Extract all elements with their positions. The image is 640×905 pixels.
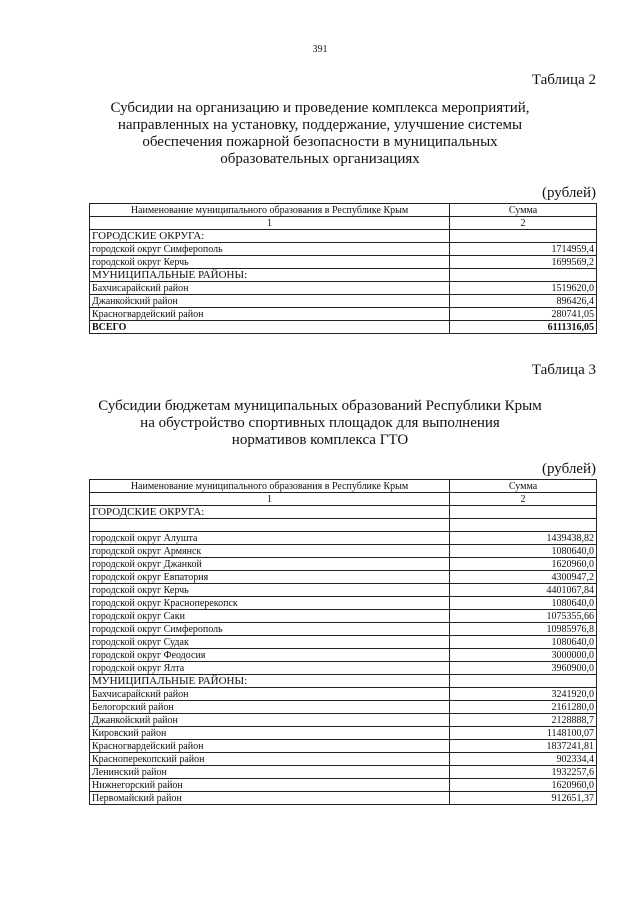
table-header-row — [90, 480, 597, 493]
row-name: городской округ Алушта — [90, 532, 450, 545]
section-row — [90, 506, 597, 519]
table-row — [90, 623, 597, 636]
row-value: 3000000,0 — [450, 649, 597, 662]
column-number: 1 — [90, 493, 450, 506]
column-header-sum: Сумма — [450, 480, 597, 493]
row-name: ВСЕГО — [90, 321, 450, 334]
table-row — [90, 649, 597, 662]
row-name: Кировский район — [90, 727, 450, 740]
row-value — [450, 675, 597, 688]
table2-units: (рублей) — [541, 185, 596, 201]
row-name: городской округ Красноперекопск — [90, 597, 450, 610]
row-name: Первомайский район — [90, 792, 450, 805]
table-row — [90, 584, 597, 597]
table-row — [90, 597, 597, 610]
table-row — [90, 295, 597, 308]
row-name: Красногвардейский район — [90, 740, 450, 753]
row-name: городской округ Джанкой — [90, 558, 450, 571]
table-row — [90, 282, 597, 295]
table-row — [90, 766, 597, 779]
section-row — [90, 230, 597, 243]
row-value: 6111316,05 — [450, 321, 597, 334]
table-row — [90, 662, 597, 675]
row-name: МУНИЦИПАЛЬНЫЕ РАЙОНЫ: — [90, 269, 450, 282]
table-header-row — [90, 204, 597, 217]
row-value: 3960900,0 — [450, 662, 597, 675]
row-name: Джанкойский район — [90, 295, 450, 308]
row-value: 1080640,0 — [450, 636, 597, 649]
table3-title — [90, 398, 550, 449]
row-name: городской округ Феодосия — [90, 649, 450, 662]
row-value: 1714959,4 — [450, 243, 597, 256]
table-row — [90, 753, 597, 766]
row-value: 280741,05 — [450, 308, 597, 321]
row-name: Бахчисарайский район — [90, 282, 450, 295]
row-value: 1932257,6 — [450, 766, 597, 779]
column-header-name: Наименование муниципального образования в Республике Крым — [90, 480, 450, 493]
table-row — [90, 243, 597, 256]
row-value: 1075355,66 — [450, 610, 597, 623]
table-row — [90, 571, 597, 584]
row-value: 912651,37 — [450, 792, 597, 805]
row-name: городской округ Керчь — [90, 584, 450, 597]
total-row — [90, 321, 597, 334]
row-value: 1620960,0 — [450, 779, 597, 792]
row-name — [90, 519, 450, 532]
table-row — [90, 636, 597, 649]
row-name: городской округ Армянск — [90, 545, 450, 558]
row-name: городской округ Ялта — [90, 662, 450, 675]
row-value: 902334,4 — [450, 753, 597, 766]
row-name: городской округ Саки — [90, 610, 450, 623]
column-number: 2 — [450, 217, 597, 230]
row-value: 4401067,84 — [450, 584, 597, 597]
section-row — [90, 269, 597, 282]
row-value: 1620960,0 — [450, 558, 597, 571]
table2 — [89, 203, 597, 334]
row-value — [450, 230, 597, 243]
table3-title-line: Субсидии бюджетам муниципальных образований Республики Крым — [98, 398, 542, 414]
row-name: ГОРОДСКИЕ ОКРУГА: — [90, 506, 450, 519]
row-name: ГОРОДСКИЕ ОКРУГА: — [90, 230, 450, 243]
row-name: городской округ Симферополь — [90, 623, 450, 636]
row-value: 1699569,2 — [450, 256, 597, 269]
row-value: 1439438,82 — [450, 532, 597, 545]
table3-title-line: нормативов комплекса ГТО — [231, 432, 409, 448]
table-row — [90, 532, 597, 545]
table-row — [90, 256, 597, 269]
row-value: 1080640,0 — [450, 597, 597, 610]
section-row — [90, 675, 597, 688]
table3 — [89, 479, 597, 805]
row-value: 1080640,0 — [450, 545, 597, 558]
table-row — [90, 727, 597, 740]
table-row — [90, 792, 597, 805]
row-name: Красногвардейский район — [90, 308, 450, 321]
column-header-sum: Сумма — [450, 204, 597, 217]
table-row — [90, 545, 597, 558]
table-row — [90, 740, 597, 753]
table-row — [90, 558, 597, 571]
table3-units: (рублей) — [541, 461, 596, 477]
table-row — [90, 714, 597, 727]
row-value: 3241920,0 — [450, 688, 597, 701]
row-value — [450, 269, 597, 282]
row-name: Красноперекопский район — [90, 753, 450, 766]
table2-label: Таблица 2 — [531, 72, 596, 88]
table-row — [90, 701, 597, 714]
table-row — [90, 779, 597, 792]
row-value: 896426,4 — [450, 295, 597, 308]
table-row — [90, 519, 597, 532]
row-value: 1148100,07 — [450, 727, 597, 740]
row-value — [450, 506, 597, 519]
row-value: 1837241,81 — [450, 740, 597, 753]
table2-title-line: Субсидии на организацию и проведение комплекса мероприятий, — [110, 100, 530, 116]
row-name: Джанкойский район — [90, 714, 450, 727]
column-number: 2 — [450, 493, 597, 506]
table2-title — [90, 100, 550, 168]
row-value: 2128888,7 — [450, 714, 597, 727]
row-value: 10985976,8 — [450, 623, 597, 636]
column-header-name: Наименование муниципального образования в Республике Крым — [90, 204, 450, 217]
row-value: 2161280,0 — [450, 701, 597, 714]
table2-title-line: обеспечения пожарной безопасности в муниципальных — [142, 134, 498, 150]
row-name: городской округ Судак — [90, 636, 450, 649]
row-name: Белогорский район — [90, 701, 450, 714]
column-number: 1 — [90, 217, 450, 230]
row-value — [450, 519, 597, 532]
page-number: 391 — [312, 44, 328, 55]
row-name: городской округ Керчь — [90, 256, 450, 269]
row-name: Бахчисарайский район — [90, 688, 450, 701]
table2-title-line: образовательных организациях — [220, 151, 420, 167]
row-name: городской округ Евпатория — [90, 571, 450, 584]
table-row — [90, 308, 597, 321]
row-name: Ленинский район — [90, 766, 450, 779]
table-row — [90, 688, 597, 701]
row-value: 1519620,0 — [450, 282, 597, 295]
table3-title-line: на обустройство спортивных площадок для выполнения — [140, 415, 500, 431]
row-name: Нижнегорский район — [90, 779, 450, 792]
column-number-row — [90, 217, 597, 230]
row-name: МУНИЦИПАЛЬНЫЕ РАЙОНЫ: — [90, 675, 450, 688]
row-value: 4300947,2 — [450, 571, 597, 584]
row-name: городской округ Симферополь — [90, 243, 450, 256]
table2-title-line: направленных на установку, поддержание, улучшение системы — [117, 117, 523, 133]
table-row — [90, 610, 597, 623]
table3-label: Таблица 3 — [531, 362, 596, 378]
column-number-row — [90, 493, 597, 506]
